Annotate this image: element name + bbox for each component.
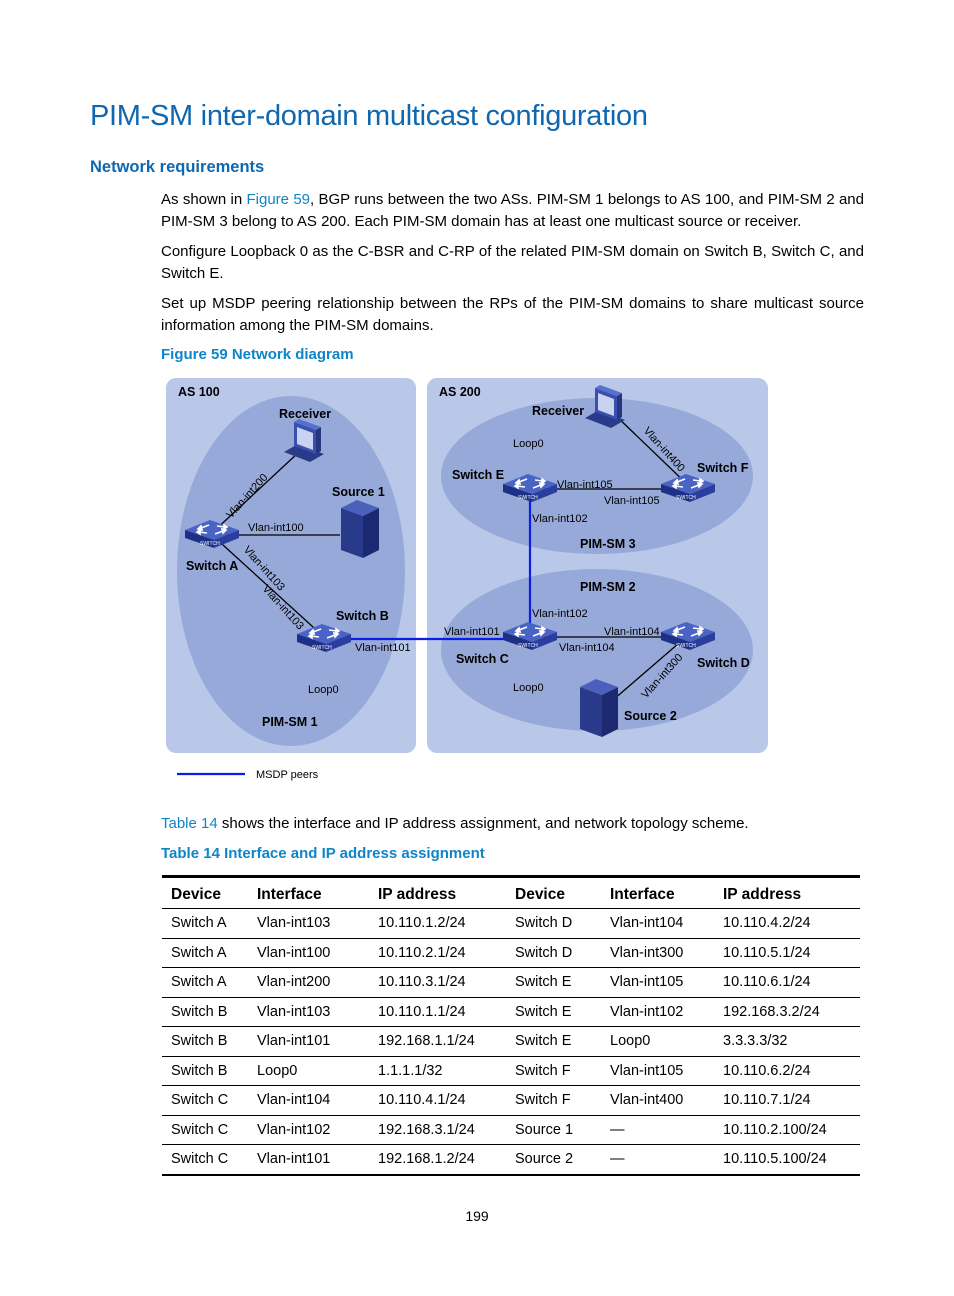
page-title: PIM-SM inter-domain multicast configuration xyxy=(90,100,648,132)
interface-label: Vlan-int400 xyxy=(640,424,687,475)
interface-label: Vlan-int101 xyxy=(444,626,500,638)
table-cell: 10.110.1.2/24 xyxy=(369,909,506,939)
table-cell: 10.110.5.100/24 xyxy=(714,1145,860,1175)
table-row xyxy=(162,1145,860,1175)
table-cell: 192.168.1.1/24 xyxy=(369,1027,506,1057)
table-cell: Switch D xyxy=(506,909,601,939)
table-cell: Switch A xyxy=(162,909,248,939)
paragraph-msdp: Set up MSDP peering relationship between the RPs of the PIM-SM domains to share multicast source information among the PIM-SM domains. xyxy=(161,295,864,334)
table-cell: 10.110.4.2/24 xyxy=(714,909,860,939)
switch-a-label: Switch A xyxy=(186,559,239,573)
table-cell: Vlan-int200 xyxy=(248,968,369,998)
table-cell: Switch B xyxy=(162,1027,248,1057)
table-cell: Switch A xyxy=(162,938,248,968)
table-cell: Switch A xyxy=(162,968,248,998)
pim-sm3-label: PIM-SM 3 xyxy=(580,537,636,551)
table-cell: Vlan-int100 xyxy=(248,938,369,968)
ip-address-table xyxy=(162,875,860,1176)
table-row xyxy=(162,968,860,998)
table-cell: Vlan-int101 xyxy=(248,1027,369,1057)
table-cell: Switch F xyxy=(506,1056,601,1086)
table-cell: 10.110.6.2/24 xyxy=(714,1056,860,1086)
table-cell: Switch F xyxy=(506,1086,601,1116)
table-row xyxy=(162,1115,860,1145)
interface-label: Vlan-int104 xyxy=(559,642,615,654)
table-cell: — xyxy=(601,1115,714,1145)
receiver-label: Receiver xyxy=(279,407,332,421)
table-cell: Vlan-int105 xyxy=(601,968,714,998)
loopback-label: Loop0 xyxy=(308,684,339,696)
switch-badge: SWITCH xyxy=(518,643,538,649)
source-server-icon xyxy=(580,679,618,737)
table-cell: Vlan-int101 xyxy=(248,1145,369,1175)
table-cell: Vlan-int300 xyxy=(601,938,714,968)
table-caption: Table 14 Interface and IP address assignment xyxy=(161,845,485,862)
column-header: Device xyxy=(162,877,248,909)
table-cell: 1.1.1.1/32 xyxy=(369,1056,506,1086)
column-header: Interface xyxy=(601,877,714,909)
table-row xyxy=(162,997,860,1027)
table-cell: Switch B xyxy=(162,1056,248,1086)
table-cell: Loop0 xyxy=(601,1027,714,1057)
table-cell: Switch E xyxy=(506,997,601,1027)
table-14-link[interactable]: Table 14 xyxy=(161,815,218,832)
table-cell: 10.110.4.1/24 xyxy=(369,1086,506,1116)
pim-sm2-label: PIM-SM 2 xyxy=(580,580,636,594)
table-cell: Vlan-int102 xyxy=(601,997,714,1027)
pim-sm1-label: PIM-SM 1 xyxy=(262,715,318,729)
switch-c-label: Switch C xyxy=(456,652,509,666)
interface-label: Vlan-int105 xyxy=(557,479,613,491)
table-cell: Vlan-int102 xyxy=(248,1115,369,1145)
paragraph-text: shows the interface and IP address assignment, and network topology scheme. xyxy=(217,815,749,832)
page-number: 199 xyxy=(465,1208,489,1224)
switch-badge: SWITCH xyxy=(312,645,332,651)
table-cell: 192.168.3.2/24 xyxy=(714,997,860,1027)
column-header: IP address xyxy=(714,877,860,909)
column-header: Device xyxy=(506,877,601,909)
table-cell: 10.110.2.100/24 xyxy=(714,1115,860,1145)
switch-f-label: Switch F xyxy=(697,461,749,475)
section-heading: Network requirements xyxy=(90,158,265,176)
interface-label: Vlan-int105 xyxy=(604,495,660,507)
table-row xyxy=(162,1056,860,1086)
paragraph-text: , BGP runs between the two ASs. PIM-SM 1 belongs to AS 100, and PIM-SM 2 and PIM-SM 3 belong to AS 200. Each PIM-SM domain has at least one multicast source or receiver. xyxy=(161,191,864,230)
interface-label: Vlan-int101 xyxy=(355,642,411,654)
table-cell: 192.168.1.2/24 xyxy=(369,1145,506,1175)
table-cell: 3.3.3.3/32 xyxy=(714,1027,860,1057)
table-cell: 10.110.3.1/24 xyxy=(369,968,506,998)
switch-badge: SWITCH xyxy=(200,541,220,547)
table-row xyxy=(162,938,860,968)
source2-label: Source 2 xyxy=(624,709,677,723)
loopback-label: Loop0 xyxy=(513,438,544,450)
table-cell: — xyxy=(601,1145,714,1175)
paragraph-text: As shown in xyxy=(161,191,247,208)
table-cell: Switch C xyxy=(162,1145,248,1175)
table-cell: Switch E xyxy=(506,1027,601,1057)
as100-label: AS 100 xyxy=(178,385,220,399)
loopback-label: Loop0 xyxy=(513,682,544,694)
table-row xyxy=(162,1027,860,1057)
table-cell: Vlan-int104 xyxy=(248,1086,369,1116)
source-server-icon xyxy=(341,500,379,558)
table-row xyxy=(162,909,860,939)
table-cell: Vlan-int400 xyxy=(601,1086,714,1116)
figure-caption: Figure 59 Network diagram xyxy=(161,346,354,363)
switch-badge: SWITCH xyxy=(676,643,696,649)
interface-label: Vlan-int103 xyxy=(240,543,287,594)
column-header: Interface xyxy=(248,877,369,909)
legend-label: MSDP peers xyxy=(256,769,319,781)
source1-label: Source 1 xyxy=(332,485,385,499)
switch-e-label: Switch E xyxy=(452,468,505,482)
table-cell: Switch C xyxy=(162,1115,248,1145)
interface-label: Vlan-int300 xyxy=(639,651,686,702)
table-cell: Vlan-int103 xyxy=(248,997,369,1027)
paragraph-table-ref xyxy=(161,813,864,835)
table-cell: Vlan-int103 xyxy=(248,909,369,939)
table-cell: 10.110.7.1/24 xyxy=(714,1086,860,1116)
interface-label: Vlan-int103 xyxy=(259,582,306,633)
interface-label: Vlan-int104 xyxy=(604,626,660,638)
as200-label: AS 200 xyxy=(439,385,481,399)
table-row xyxy=(162,1086,860,1116)
column-header: IP address xyxy=(369,877,506,909)
interface-label: Vlan-int200 xyxy=(224,471,271,522)
switch-b-label: Switch B xyxy=(336,609,389,623)
table-cell: Switch E xyxy=(506,968,601,998)
table-cell: 10.110.6.1/24 xyxy=(714,968,860,998)
table-cell: Switch C xyxy=(162,1086,248,1116)
interface-label: Vlan-int100 xyxy=(248,522,304,534)
table-header-row xyxy=(162,877,860,909)
interface-label: Vlan-int102 xyxy=(532,608,588,620)
switch-badge: SWITCH xyxy=(676,495,696,501)
table-cell: 192.168.3.1/24 xyxy=(369,1115,506,1145)
table-cell: Vlan-int105 xyxy=(601,1056,714,1086)
switch-badge: SWITCH xyxy=(518,495,538,501)
table-cell: 10.110.2.1/24 xyxy=(369,938,506,968)
table-cell: Switch B xyxy=(162,997,248,1027)
figure-59-link[interactable]: Figure 59 xyxy=(246,191,310,208)
table-cell: 10.110.1.1/24 xyxy=(369,997,506,1027)
table-cell: Source 2 xyxy=(506,1145,601,1175)
table-cell: Switch D xyxy=(506,938,601,968)
receiver-label: Receiver xyxy=(532,404,585,418)
interface-label: Vlan-int102 xyxy=(532,513,588,525)
paragraph-cbsr: Configure Loopback 0 as the C-BSR and C-RP of the related PIM-SM domain on Switch B, Switch C, and Switch E. xyxy=(161,243,864,282)
table-cell: Loop0 xyxy=(248,1056,369,1086)
table-cell: Source 1 xyxy=(506,1115,601,1145)
table-cell: 10.110.5.1/24 xyxy=(714,938,860,968)
switch-d-label: Switch D xyxy=(697,656,750,670)
table-cell: Vlan-int104 xyxy=(601,909,714,939)
